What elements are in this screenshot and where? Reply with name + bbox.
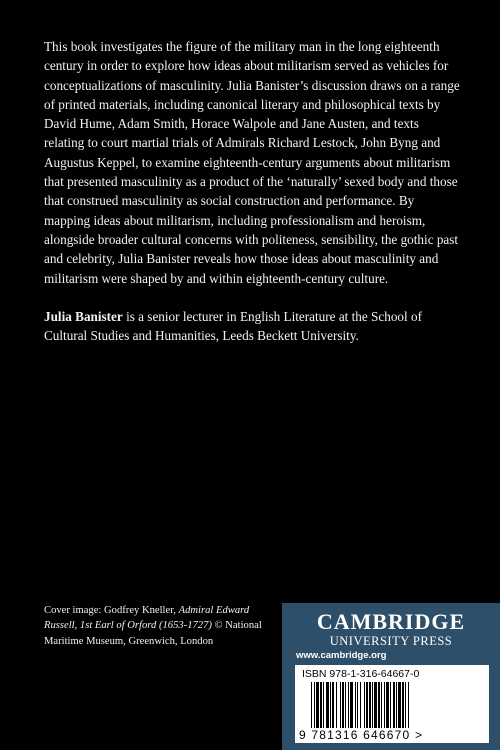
barcode-panel bbox=[295, 665, 489, 743]
back-cover-blurb bbox=[44, 37, 460, 364]
cover-image-credit bbox=[44, 603, 274, 649]
author-bio: is a senior lecturer in English Literature at the School of Cultural Studies and Humanities, Leeds Beckett University. bbox=[44, 308, 422, 344]
author-name: Julia Banister bbox=[44, 308, 123, 324]
barcode-icon bbox=[311, 682, 477, 728]
author-paragraph bbox=[44, 307, 460, 346]
publisher-name: CAMBRIDGE bbox=[316, 609, 466, 634]
publisher-box bbox=[282, 603, 500, 750]
publisher-url: www.cambridge.org bbox=[296, 650, 387, 661]
credit-suffix: © National Maritime Museum, Greenwich, London bbox=[44, 620, 262, 647]
isbn-label: ISBN 978-1-316-64667-0 bbox=[302, 668, 420, 680]
barcode-digits: 9 781316 646670 > bbox=[299, 728, 424, 742]
description-paragraph: This book investigates the figure of the military man in the long eighteenth century in order to explore how ideas about militarism served as vehicles for conceptualizations of masculinity. Julia Banister’s discussion draws on a range of printed materials, including canonical literary and philosophical texts by David Hume, Adam Smith, Horace Walpole and Jane Austen, and texts relating to court martial trials of Admirals Richard Lestock, John Byng and Augustus Keppel, to examine eighteenth-century arguments about militarism that presented masculinity as a product of the ‘naturally’ sexed body and those that construed masculinity as social construction and performance. By mapping ideas about militarism, including professionalism and heroism, alongside broader cultural concerns with politeness, sensibility, the gothic past and celebrity, Julia Banister reveals how those ideas about masculinity and militarism were shaped by and within eighteenth-century culture. bbox=[44, 39, 460, 286]
publisher-subtitle: UNIVERSITY PRESS bbox=[329, 634, 453, 648]
credit-artwork-title: Admiral Edward Russell, 1st Earl of Orford (1653-1727) bbox=[44, 605, 250, 632]
credit-prefix: Cover image: Godfrey Kneller, bbox=[44, 605, 179, 616]
